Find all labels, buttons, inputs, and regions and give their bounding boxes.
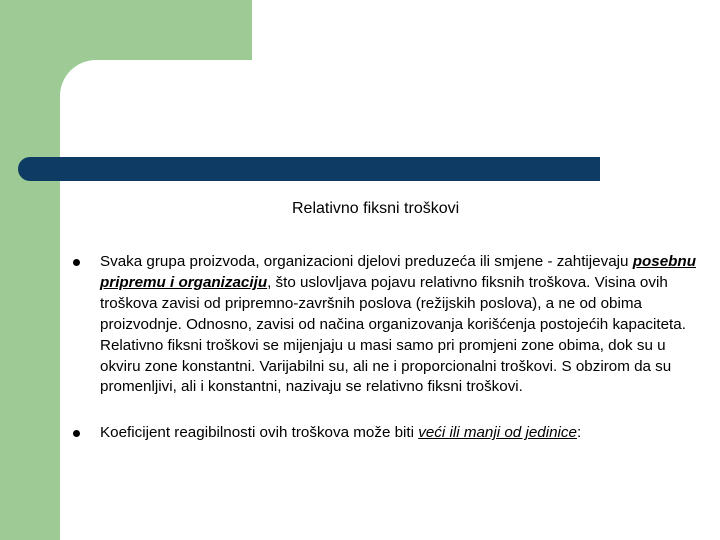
bullet-2-emphasis: veći ili manji od jedinice — [418, 424, 577, 442]
title-divider-bar — [18, 157, 600, 181]
bullet-1-text-pre: Svaka grupa proizvoda, organizacioni djelovi preduzeća ili smjene - zahtijevaju — [100, 253, 633, 270]
bullet-2-text-pre: Koeficijent reagibilnosti ovih troškova može biti — [100, 424, 419, 442]
bullet-1-text-post: , što uslovljava pojavu relativno fiksnih troškova. Visina ovih troškova zavisi od pripremno-završnih poslova (režijskih poslova), a ne od obima proizvodnje. Odnosno, zavisi od načina organizovanja korišćenja postojećih kapaciteta. Relativno fiksni troškovi se mijenjaju u masi samo pri promjeni zone obima, dok su u okviru zone konstantni. Varijabilni su, ali ne i proporcionalni troškovi. S obzirom da su promenljivi, ali i konstantni, nazivaju se relativno fiksni troškovi. — [100, 273, 686, 396]
bullet-1-emphasis: posebnu pripremu i organizaciju — [100, 253, 696, 291]
green-accent-left — [0, 0, 60, 540]
bullet-list — [72, 252, 706, 444]
bullet-dot-icon — [73, 259, 80, 266]
slide-title: Relativno fiksni troškovi — [292, 200, 460, 217]
bullet-item-1 — [72, 252, 706, 398]
bullet-2-text-post: : — [576, 424, 582, 442]
bullet-item-2 — [72, 423, 706, 444]
bullet-dot-icon — [73, 430, 80, 437]
